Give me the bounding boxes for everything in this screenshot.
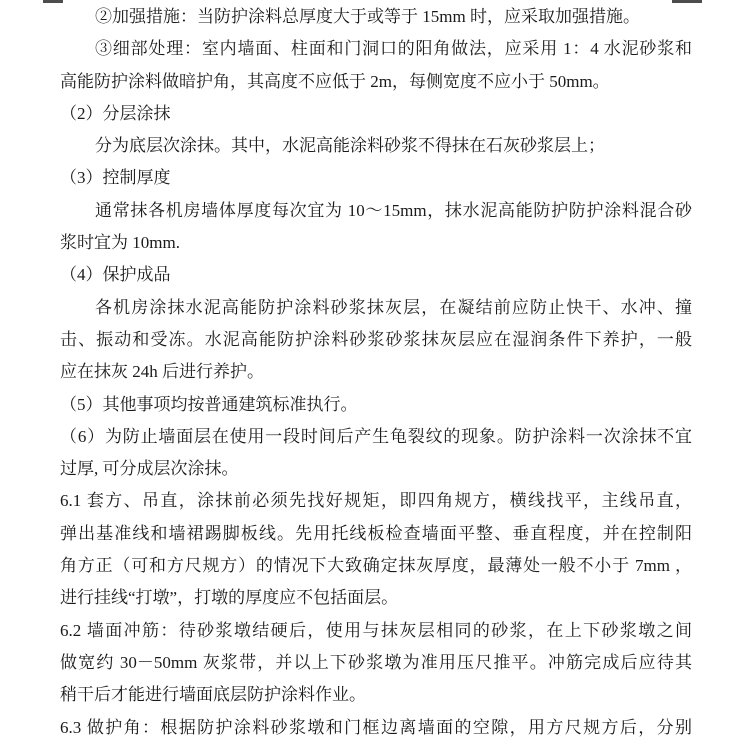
text-line: 应在抹灰 24h 后进行养护。 <box>60 362 264 382</box>
text-line: 角方正（可和方尺规方）的情况下大致确定抹灰厚度，最薄处一般不小于 7mm ， <box>60 556 692 576</box>
text-line: 弹出基准线和墙裙踢脚板线。先用托线板检查墙面平整、垂直程度，并在控制阳 <box>60 523 692 543</box>
text-line: 各机房涂抹水泥高能防护涂料砂浆抹灰层，在凝结前应防止快干、水冲、撞 <box>95 297 692 317</box>
text-line: ③细部处理：室内墙面、柱面和门洞口的阳角做法，应采用 1：4 水泥砂浆和 <box>95 39 692 59</box>
text-line: 稍干后才能进行墙面底层防护涂料作业。 <box>60 685 366 705</box>
text-line: 6.2 墙面冲筋：待砂浆墩结硬后，使用与抹灰层相同的砂浆，在上下砂浆墩之间 <box>60 620 692 640</box>
text-line: 过厚, 可分成层次涂抹。 <box>60 459 239 479</box>
text-line: 高能防护涂料做暗护角，其高度不应低于 2m，每侧宽度不应小于 50mm。 <box>60 71 610 91</box>
document-content <box>60 1 692 744</box>
text-line: 6.3 做护角：根据防护涂料砂浆墩和门框边离墙面的空隙，用方尺规方后，分别 <box>60 717 692 737</box>
text-line: （2）分层涂抹 <box>60 103 171 123</box>
text-line: 6.1 套方、吊直，涂抹前必须先找好规矩，即四角规方，横线找平，主线吊直， <box>60 491 692 511</box>
text-line: （3）控制厚度 <box>60 168 171 188</box>
text-line: 做宽约 30－50mm 灰浆带，并以上下砂浆墩为准用压尺推平。冲筋完成后应待其 <box>60 652 692 672</box>
text-line: 进行挂线“打墩”，打墩的厚度应不包括面层。 <box>60 588 399 608</box>
text-line: 击、振动和受冻。水泥高能防护涂料砂浆砂浆抹灰层应在湿润条件下养护，一般 <box>60 329 692 349</box>
text-line: （5）其他事项均按普通建筑标准执行。 <box>60 394 358 414</box>
text-line: ②加强措施：当防护涂料总厚度大于或等于 15mm 时，应采取加强措施。 <box>95 7 640 26</box>
text-line: （4）保护成品 <box>60 265 171 285</box>
text-line: 分为底层次涂抹。其中，水泥高能涂料砂浆不得抹在石灰砂浆层上； <box>95 136 605 156</box>
text-line: 浆时宜为 10mm. <box>60 233 180 253</box>
text-line: （6）为防止墙面层在使用一段时间后产生龟裂纹的现象。防护涂料一次涂抹不宜 <box>60 426 692 446</box>
text-line: 通常抹各机房墙体厚度每次宜为 10～15mm，抹水泥高能防护防护涂料混合砂 <box>95 200 692 220</box>
